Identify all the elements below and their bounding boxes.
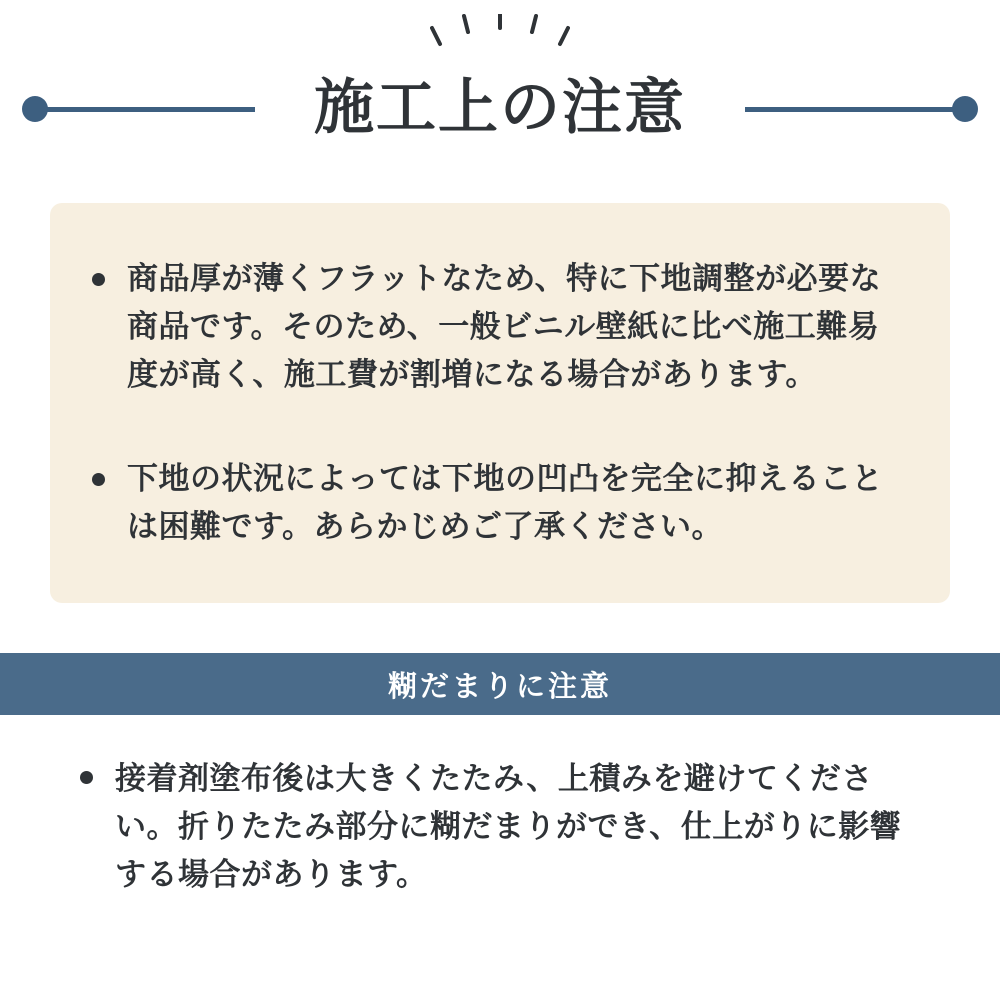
list-item [92, 255, 908, 399]
section-band-label: 糊だまりに注意 [387, 670, 612, 703]
bullet-dot-icon [92, 273, 105, 286]
header-dot-right [952, 96, 978, 122]
header-rule-right [745, 107, 960, 112]
list-item-text: 接着剤塗布後は大きくたたみ、上積みを避けてください。折りたたみ部分に糊だまりができ、仕上がりに影響する場合があります。 [115, 761, 902, 893]
list-item-text: 下地の状況によっては下地の凹凸を完全に抑えることは困難です。あらかじめご了承ください。 [127, 461, 883, 545]
bullet-dot-icon [92, 473, 105, 486]
bottom-spacer [0, 960, 1000, 1000]
page-title: 施工上の注意 [314, 74, 686, 141]
page-header [0, 0, 1000, 180]
notice-box [50, 203, 950, 603]
list-item-text: 商品厚が薄くフラットなため、特に下地調整が必要な商品です。そのため、一般ビニル壁紙に比べ施工難易度が高く、施工費が割増になる場合があります。 [127, 261, 882, 393]
bullet-dot-icon [80, 771, 93, 784]
list-item [80, 755, 920, 899]
list-item [92, 455, 908, 551]
section-band [0, 653, 1000, 715]
sparkle-lines-icon [430, 14, 570, 60]
lower-notice-section [50, 755, 950, 899]
